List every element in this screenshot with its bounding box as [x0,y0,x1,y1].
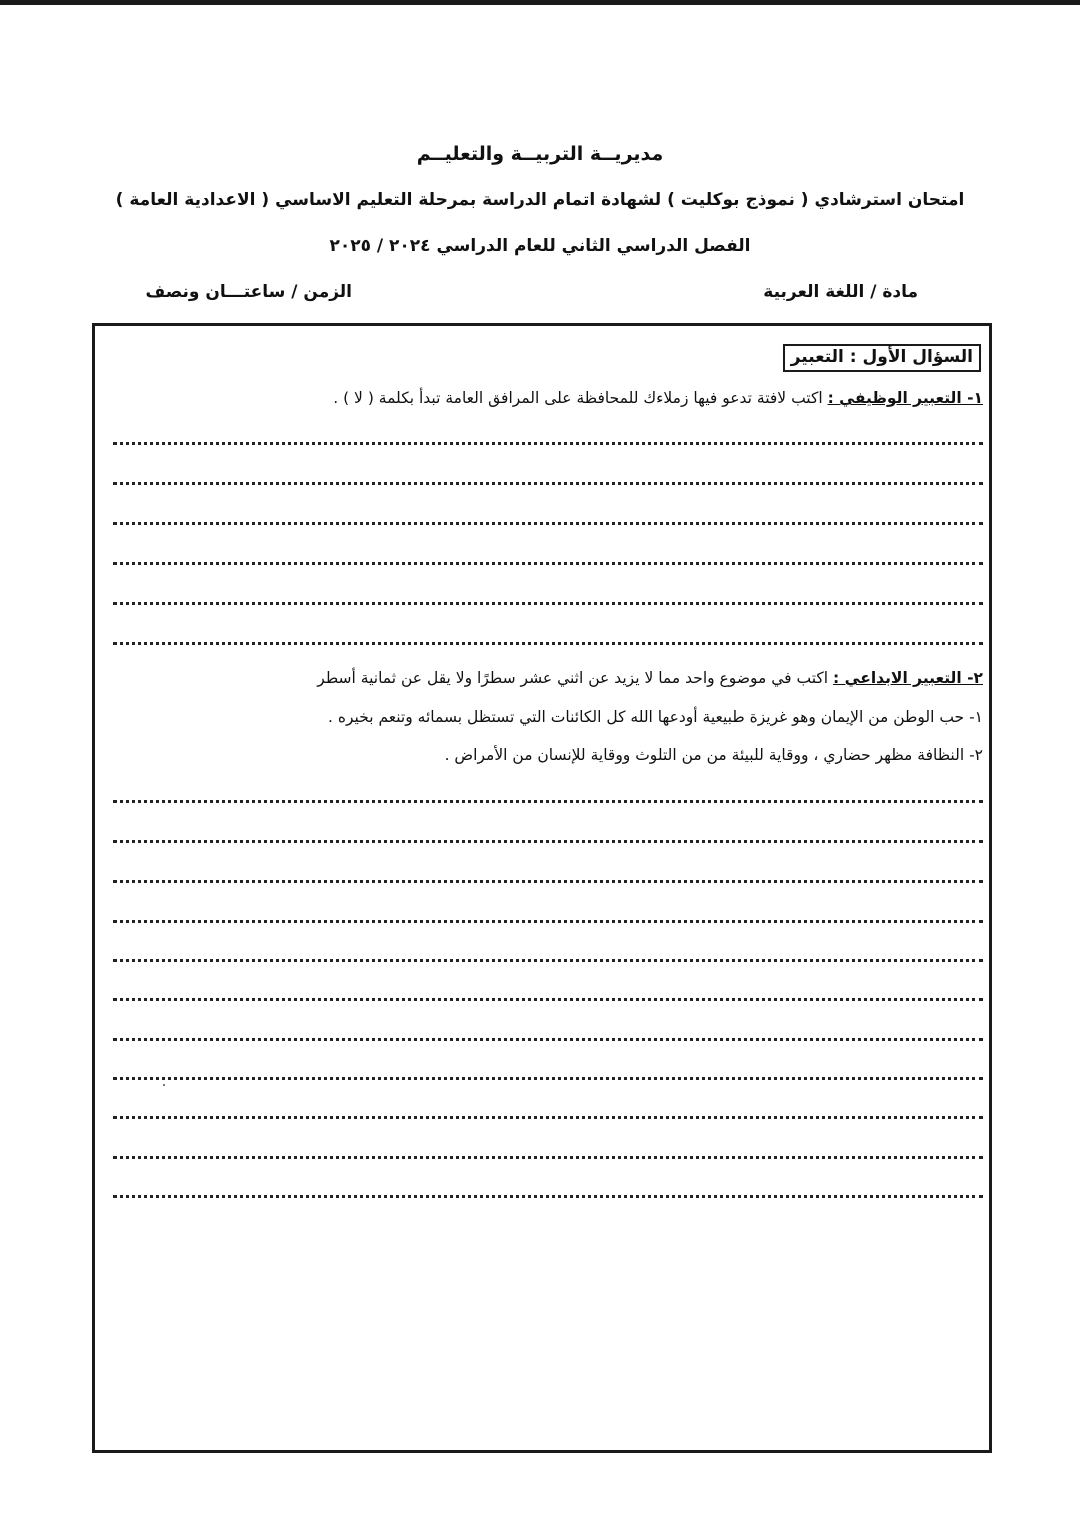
exam-title: امتحان استرشادي ( نموذج بوكليت ) لشهادة اتمام الدراسة بمرحلة التعليم الاساسي ( الاعدادية العامة ) [115,190,965,210]
creative-writing-label: ٢- التعبير الابداعي : [832,669,983,687]
answer-line[interactable] [113,800,983,803]
functional-writing-text: اكتب لافتة تدعو فيها زملاءك للمحافظة على المرافق العامة تبدأ بكلمة ( لا ) . [333,389,828,407]
answer-line[interactable] [113,1156,983,1159]
answer-line[interactable] [113,1116,983,1119]
answer-line[interactable] [113,880,983,883]
creative-writing-text: اكتب في موضوع واحد مما لا يزيد عن اثني عشر سطرًا ولا يقل عن ثمانية أسطر [317,669,833,687]
scan-speck [163,1084,165,1086]
term-year: الفصل الدراسي الثاني للعام الدراسي ٢٠٢٤ / ٢٠٢٥ [329,236,751,256]
question-title: السؤال الأول : التعبير [783,344,981,372]
answer-line[interactable] [113,1077,983,1080]
answer-line[interactable] [113,840,983,843]
answer-line[interactable] [113,1038,983,1041]
top-border-rule [0,0,1080,5]
topic-item: ١- حب الوطن من الإيمان وهو غريزة طبيعية أودعها الله كل الكائنات التي تستظل بسمائه وتنعم بخيره . [328,708,983,726]
answer-line[interactable] [113,602,983,605]
answer-line[interactable] [113,1195,983,1198]
answer-line[interactable] [113,959,983,962]
functional-writing-label: ١- التعبير الوظيفي : [827,389,983,407]
answer-line[interactable] [113,642,983,645]
answer-line[interactable] [113,522,983,525]
answer-line[interactable] [113,482,983,485]
subject-label: مادة / اللغة العربية [763,282,918,302]
answer-line[interactable] [113,562,983,565]
functional-writing-prompt [333,387,983,409]
topic-item: ٢- النظافة مظهر حضاري ، ووقاية للبيئة من من التلوث ووقاية للإنسان من الأمراض . [444,746,983,764]
time-label: الزمن / ساعتـــان ونصف [145,282,352,302]
creative-writing-prompt [317,667,983,689]
directorate-title: مديريــة التربيــة والتعليــم [416,143,664,165]
answer-frame [92,323,992,1453]
answer-line[interactable] [113,920,983,923]
answer-line[interactable] [113,442,983,445]
answer-line[interactable] [113,998,983,1001]
